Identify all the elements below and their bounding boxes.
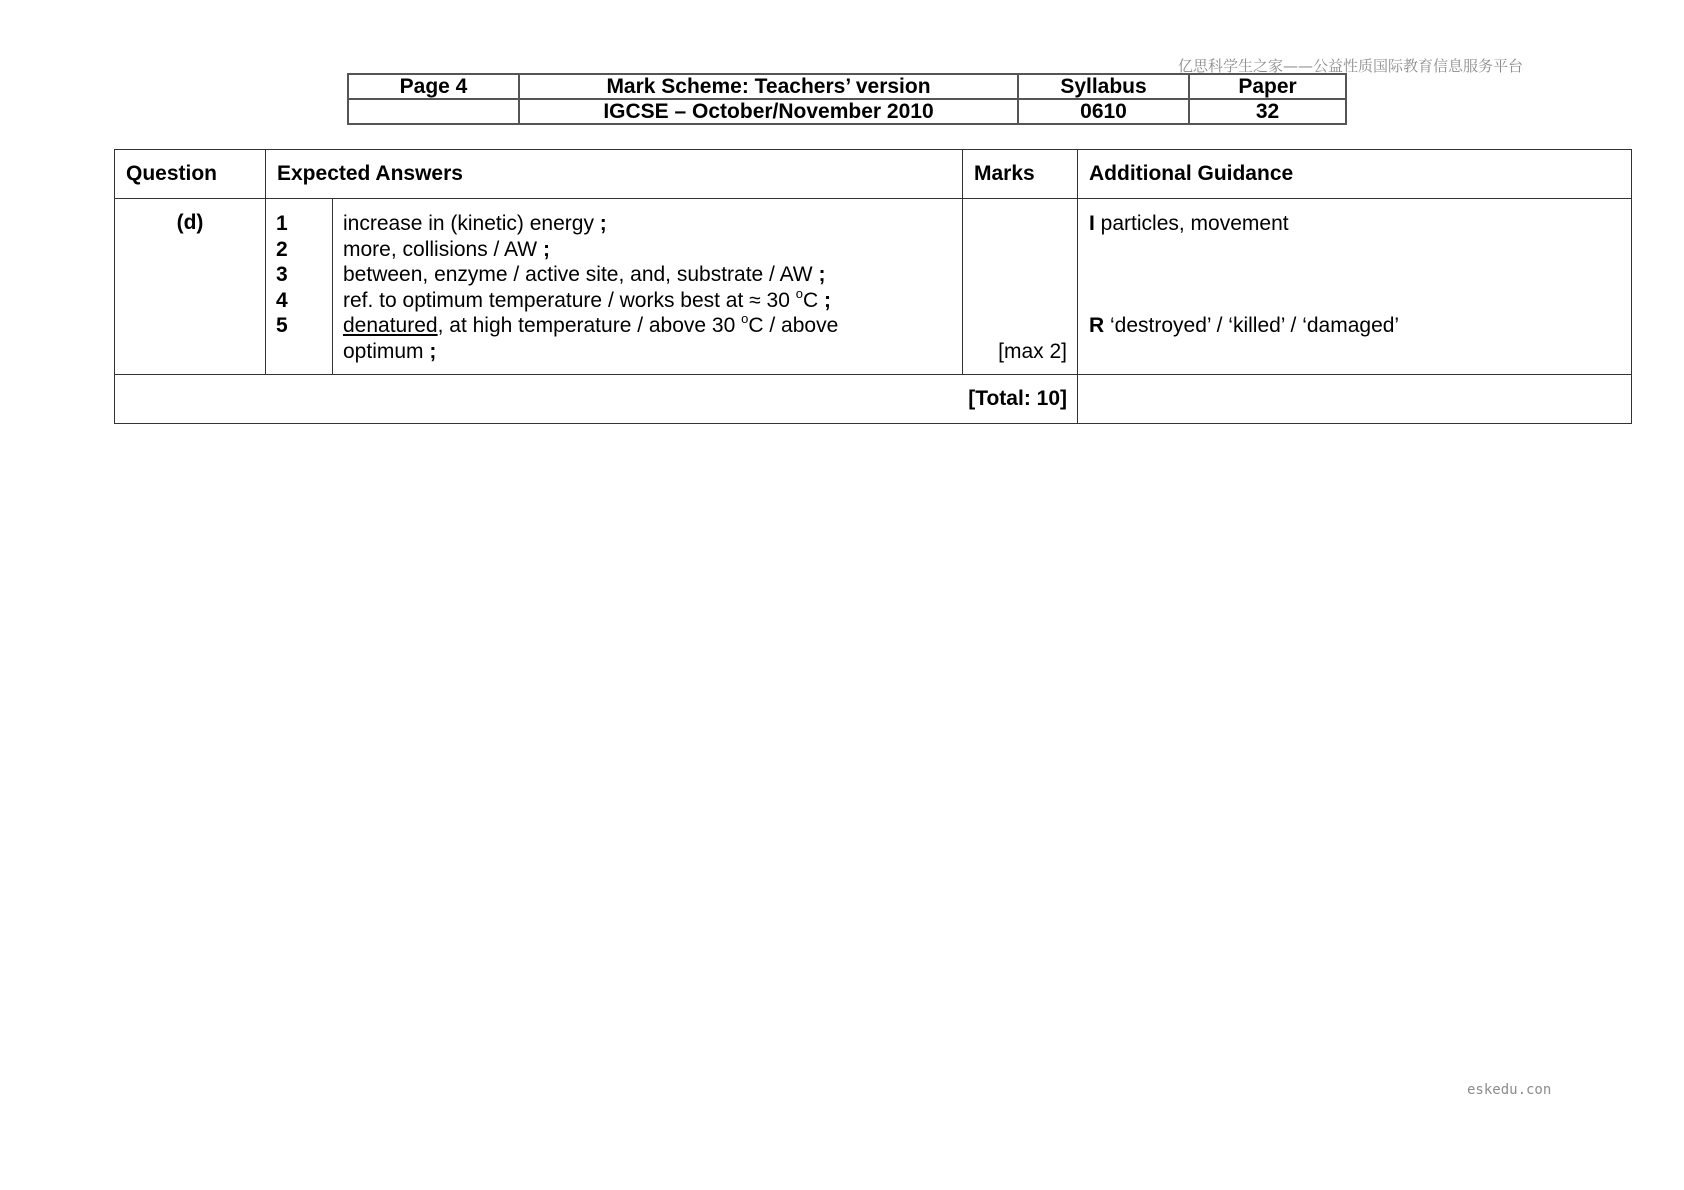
reject-tag: R [1089, 314, 1105, 337]
guidance-header: Additional Guidance [1078, 150, 1632, 199]
answer-line [343, 211, 962, 237]
answer-text: optimum [343, 339, 430, 363]
page-number: Page 4 [348, 74, 519, 99]
marks-cell [963, 199, 1078, 375]
mark-point-separator: ; [823, 288, 831, 312]
answer-text: more, collisions / AW [343, 237, 543, 261]
degree-symbol: o [741, 311, 749, 326]
syllabus-label: Syllabus [1018, 74, 1189, 99]
document-title: Mark Scheme: Teachers’ version [519, 74, 1018, 99]
mark-point-separator: ; [599, 212, 607, 235]
answer-line [343, 237, 962, 263]
guidance-spacer [1089, 237, 1631, 314]
question-id: (d) [115, 199, 266, 375]
answer-text: increase in (kinetic) energy [343, 212, 600, 235]
watermark-bottom: eskedu.con [1467, 1082, 1552, 1098]
mark-point-separator: ; [542, 237, 550, 261]
syllabus-code: 0610 [1018, 99, 1189, 124]
answer-line [343, 262, 962, 288]
answer-unit: C [802, 288, 824, 312]
question-header: Question [115, 150, 266, 199]
table-row [115, 199, 1632, 375]
answer-numbers [266, 199, 333, 375]
watermark-top: 亿思科学生之家——公益性质国际教育信息服务平台 [1178, 57, 1524, 75]
guidance-reject [1089, 313, 1631, 339]
expected-answers-header: Expected Answers [266, 150, 963, 199]
paper-code: 32 [1189, 99, 1346, 124]
answer-number: 5 [276, 314, 288, 337]
answer-text: ref. to optimum temperature / works best at ≈ 30 [343, 288, 796, 312]
guidance-text: particles, movement [1094, 212, 1289, 235]
paper-label: Paper [1189, 74, 1346, 99]
answer-line [343, 285, 962, 314]
total-row [115, 375, 1632, 424]
total-marks: [Total: 10] [115, 375, 1078, 424]
header-row-2 [348, 99, 1346, 124]
answer-number: 2 [276, 237, 288, 261]
answer-number: 4 [276, 288, 288, 312]
answer-list [333, 199, 963, 375]
exam-session: IGCSE – October/November 2010 [519, 99, 1018, 124]
answer-number: 1 [276, 212, 288, 235]
answer-line [343, 313, 962, 339]
header-empty-cell [348, 99, 519, 124]
ignore-tag: I [1089, 212, 1095, 235]
total-guidance-empty [1078, 375, 1632, 424]
mark-scheme-table [114, 149, 1632, 424]
header-row-1 [348, 74, 1346, 99]
header-table [347, 73, 1347, 125]
guidance-cell [1078, 199, 1632, 375]
marks-header: Marks [963, 150, 1078, 199]
max-marks: [max 2] [998, 340, 1067, 363]
guidance-text: ‘destroyed’ / ‘killed’ / ‘damaged’ [1104, 314, 1400, 337]
table-header-row [115, 150, 1632, 199]
mark-point-separator: ; [818, 263, 826, 286]
answer-line [343, 339, 962, 365]
answer-text: between, enzyme / active site, and, substrate / AW [343, 263, 819, 286]
answer-unit: C / above [748, 314, 839, 337]
guidance-ignore [1089, 211, 1631, 237]
answer-number: 3 [276, 263, 288, 286]
degree-symbol: o [795, 285, 803, 301]
answer-keyword: denatured [343, 314, 438, 337]
answer-text: , at high temperature / above 30 [437, 314, 742, 337]
mark-point-separator: ; [429, 339, 437, 363]
